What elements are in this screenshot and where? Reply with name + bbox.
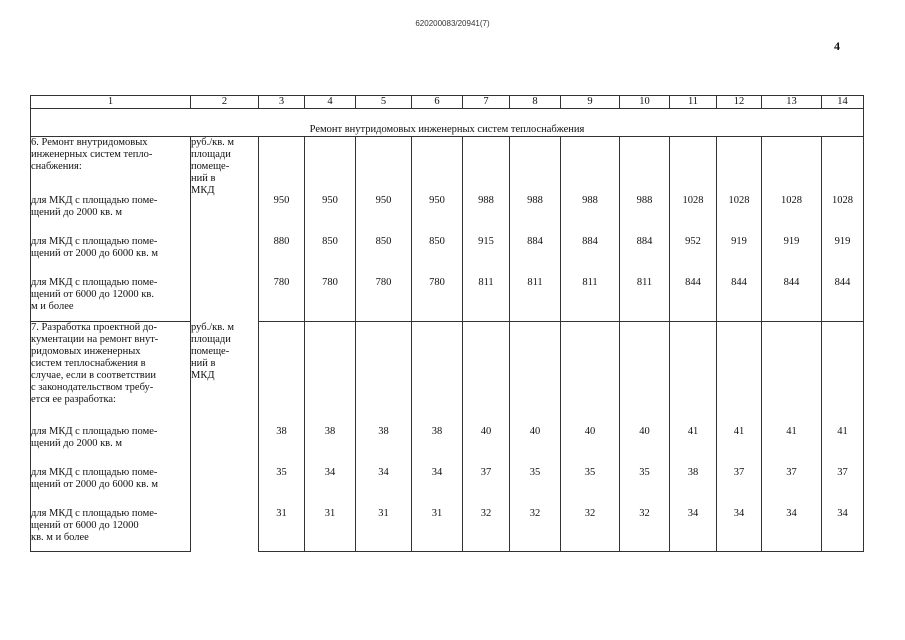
- value-cell: 34: [822, 508, 864, 552]
- text-line: м и более: [31, 300, 74, 312]
- value-cell: 34: [670, 508, 717, 552]
- column-header: 14: [822, 96, 864, 109]
- value-cell: 780: [356, 277, 412, 322]
- text-line: щений до 2000 кв. м: [31, 206, 123, 218]
- text-line: случае, если в соответствии: [31, 370, 156, 381]
- value-cell: 811: [463, 277, 510, 322]
- text-line: ний в: [191, 357, 216, 369]
- value-cell: 37: [762, 467, 822, 508]
- value-cell: 950: [305, 195, 356, 236]
- value-cell: 780: [259, 277, 305, 322]
- empty-cell: [356, 322, 412, 426]
- column-header: 1: [31, 96, 191, 109]
- text-line: руб./кв. м: [191, 321, 235, 333]
- column-header: 10: [620, 96, 670, 109]
- value-cell: 780: [412, 277, 463, 322]
- text-line: щений до 2000 кв. м: [31, 437, 123, 449]
- value-cell: 1028: [762, 195, 822, 236]
- row-label: [31, 508, 191, 552]
- value-cell: 988: [561, 195, 620, 236]
- column-header: 13: [762, 96, 822, 109]
- empty-cell: [762, 322, 822, 426]
- column-header: 5: [356, 96, 412, 109]
- value-cell: 850: [412, 236, 463, 277]
- row-label: [31, 277, 191, 322]
- value-cell: 31: [412, 508, 463, 552]
- value-cell: 32: [561, 508, 620, 552]
- item-title-row: [31, 322, 864, 426]
- text-line: руб./кв. м: [191, 137, 235, 148]
- empty-cell: [762, 137, 822, 195]
- value-cell: 919: [762, 236, 822, 277]
- table-row: [31, 277, 864, 322]
- text-line: 6. Ремонт внутридомовых: [31, 137, 148, 148]
- column-header: 7: [463, 96, 510, 109]
- text-line: щений от 6000 до 12000 кв.: [31, 288, 154, 300]
- value-cell: 950: [412, 195, 463, 236]
- empty-cell: [412, 137, 463, 195]
- text-line: снабжения:: [31, 161, 82, 172]
- text-line: систем теплоснабжения в: [31, 358, 146, 369]
- text-line: кв. м и более: [31, 531, 89, 543]
- value-cell: 32: [510, 508, 561, 552]
- column-header: 6: [412, 96, 463, 109]
- value-cell: 41: [822, 426, 864, 467]
- value-cell: 1028: [822, 195, 864, 236]
- empty-cell: [717, 137, 762, 195]
- text-line: с законодательством требу-: [31, 382, 154, 393]
- text-line: 7. Разработка проектной до-: [31, 322, 157, 333]
- value-cell: 32: [463, 508, 510, 552]
- value-cell: 780: [305, 277, 356, 322]
- empty-cell: [463, 137, 510, 195]
- value-cell: 915: [463, 236, 510, 277]
- value-cell: 41: [670, 426, 717, 467]
- empty-cell: [412, 322, 463, 426]
- text-line: для МКД с площадью поме-: [31, 235, 158, 247]
- empty-cell: [259, 137, 305, 195]
- value-cell: 950: [356, 195, 412, 236]
- value-cell: 35: [561, 467, 620, 508]
- value-cell: 34: [412, 467, 463, 508]
- empty-cell: [670, 137, 717, 195]
- value-cell: 34: [717, 508, 762, 552]
- value-cell: 1028: [670, 195, 717, 236]
- text-line: для МКД с площадью поме-: [31, 507, 158, 519]
- value-cell: 850: [356, 236, 412, 277]
- value-cell: 40: [620, 426, 670, 467]
- value-cell: 811: [510, 277, 561, 322]
- text-line: площади: [191, 149, 231, 160]
- value-cell: 31: [356, 508, 412, 552]
- text-line: щений от 2000 до 6000 кв. м: [31, 247, 158, 259]
- item-title: [31, 322, 191, 426]
- column-header: 4: [305, 96, 356, 109]
- text-line: ний в: [191, 173, 216, 184]
- column-header: 3: [259, 96, 305, 109]
- item-title-row: [31, 137, 864, 195]
- text-line: ется ее разработка:: [31, 394, 116, 405]
- column-header: 8: [510, 96, 561, 109]
- empty-cell: [717, 322, 762, 426]
- value-cell: 34: [356, 467, 412, 508]
- text-line: помеще-: [191, 161, 230, 172]
- value-cell: 38: [670, 467, 717, 508]
- empty-cell: [305, 137, 356, 195]
- value-cell: 880: [259, 236, 305, 277]
- value-cell: 952: [670, 236, 717, 277]
- value-cell: 32: [620, 508, 670, 552]
- column-header: 12: [717, 96, 762, 109]
- column-number-header: [31, 96, 864, 109]
- text-line: щений от 6000 до 12000: [31, 519, 139, 531]
- text-line: ридомовых инженерных: [31, 346, 141, 357]
- value-cell: 40: [463, 426, 510, 467]
- value-cell: 988: [510, 195, 561, 236]
- value-cell: 919: [717, 236, 762, 277]
- value-cell: 844: [717, 277, 762, 322]
- value-cell: 35: [510, 467, 561, 508]
- unit-cell: [191, 137, 259, 322]
- value-cell: 844: [822, 277, 864, 322]
- value-cell: 41: [762, 426, 822, 467]
- empty-cell: [670, 322, 717, 426]
- text-line: кументации на ремонт внут-: [31, 334, 159, 345]
- value-cell: 850: [305, 236, 356, 277]
- unit-cell: [191, 322, 259, 552]
- document-id: 620200083/20941(7): [415, 19, 490, 28]
- value-cell: 40: [561, 426, 620, 467]
- column-header: 2: [191, 96, 259, 109]
- value-cell: 34: [305, 467, 356, 508]
- value-cell: 884: [510, 236, 561, 277]
- value-cell: 31: [305, 508, 356, 552]
- value-cell: 1028: [717, 195, 762, 236]
- page-number: 4: [834, 39, 840, 53]
- empty-cell: [259, 322, 305, 426]
- empty-cell: [620, 137, 670, 195]
- text-line: для МКД с площадью поме-: [31, 194, 158, 206]
- value-cell: 919: [822, 236, 864, 277]
- item-6-block: [31, 137, 864, 322]
- tariff-table: [30, 95, 864, 552]
- value-cell: 811: [561, 277, 620, 322]
- column-header: 9: [561, 96, 620, 109]
- value-cell: 35: [620, 467, 670, 508]
- empty-cell: [561, 137, 620, 195]
- text-line: для МКД с площадью поме-: [31, 466, 158, 478]
- empty-cell: [620, 322, 670, 426]
- value-cell: 950: [259, 195, 305, 236]
- value-cell: 37: [463, 467, 510, 508]
- value-cell: 35: [259, 467, 305, 508]
- text-line: щений от 2000 до 6000 кв. м: [31, 478, 158, 490]
- text-line: инженерных систем тепло-: [31, 149, 153, 160]
- empty-cell: [822, 322, 864, 426]
- empty-cell: [356, 137, 412, 195]
- table-row: [31, 236, 864, 277]
- value-cell: 37: [822, 467, 864, 508]
- table-row: [31, 426, 864, 467]
- value-cell: 844: [762, 277, 822, 322]
- text-line: помеще-: [191, 345, 230, 357]
- text-line: МКД: [191, 185, 215, 196]
- value-cell: 988: [620, 195, 670, 236]
- empty-cell: [305, 322, 356, 426]
- value-cell: 40: [510, 426, 561, 467]
- table-row: [31, 195, 864, 236]
- empty-cell: [561, 322, 620, 426]
- value-cell: 37: [717, 467, 762, 508]
- value-cell: 38: [305, 426, 356, 467]
- empty-cell: [822, 137, 864, 195]
- value-cell: 34: [762, 508, 822, 552]
- text-line: МКД: [191, 369, 215, 381]
- table-row: [31, 508, 864, 552]
- text-line: для МКД с площадью поме-: [31, 425, 158, 437]
- value-cell: 41: [717, 426, 762, 467]
- value-cell: 988: [463, 195, 510, 236]
- value-cell: 811: [620, 277, 670, 322]
- row-label: [31, 195, 191, 236]
- section-heading-row: [31, 109, 864, 137]
- column-header: 11: [670, 96, 717, 109]
- row-label: [31, 426, 191, 467]
- section-title: Ремонт внутридомовых инженерных систем теплоснабжения: [31, 109, 864, 137]
- row-label: [31, 467, 191, 508]
- item-title: [31, 137, 191, 195]
- empty-cell: [510, 322, 561, 426]
- value-cell: 844: [670, 277, 717, 322]
- text-line: площади: [191, 333, 231, 345]
- table-row: [31, 467, 864, 508]
- value-cell: 38: [356, 426, 412, 467]
- empty-cell: [510, 137, 561, 195]
- item-7-block: [31, 322, 864, 552]
- value-cell: 31: [259, 508, 305, 552]
- value-cell: 38: [259, 426, 305, 467]
- value-cell: 38: [412, 426, 463, 467]
- value-cell: 884: [561, 236, 620, 277]
- value-cell: 884: [620, 236, 670, 277]
- row-label: [31, 236, 191, 277]
- text-line: для МКД с площадью поме-: [31, 276, 158, 288]
- empty-cell: [463, 322, 510, 426]
